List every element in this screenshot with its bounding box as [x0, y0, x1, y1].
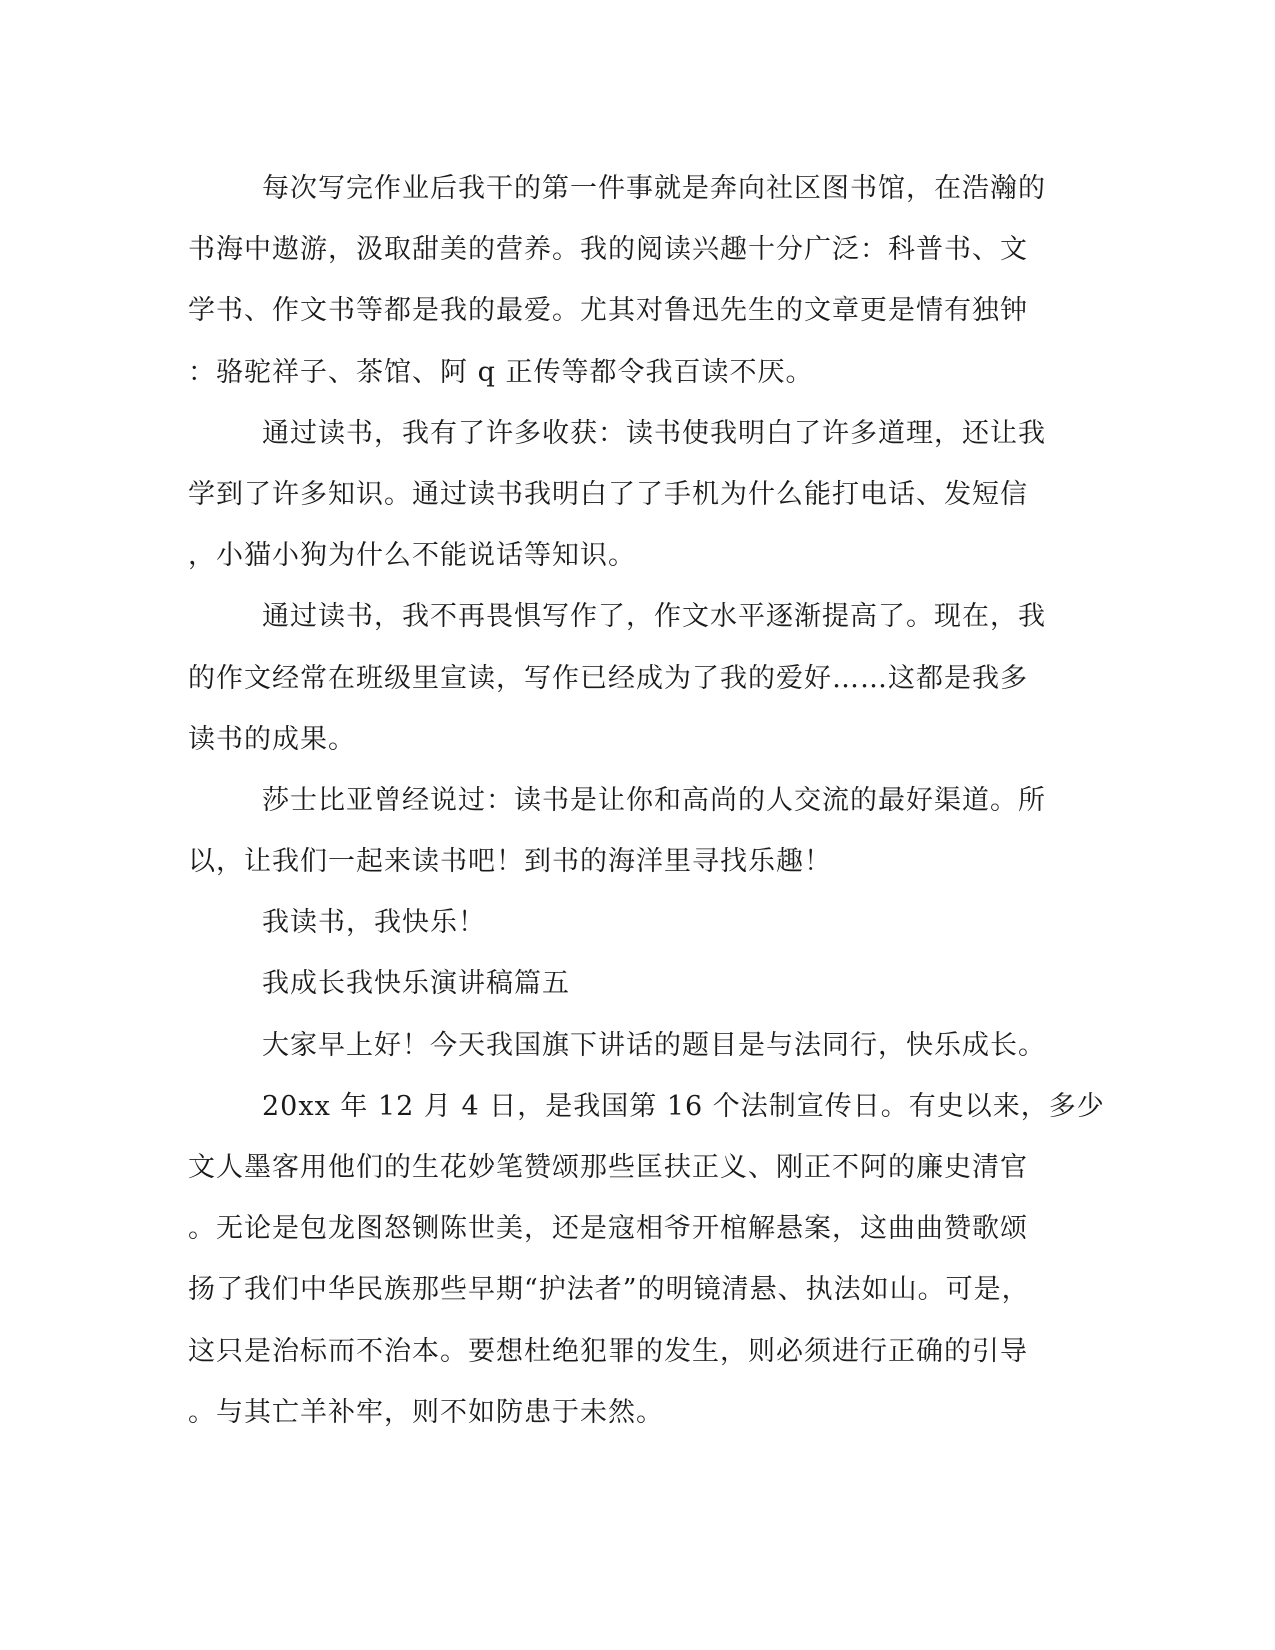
paragraph-line: 以，让我们一起来读书吧！到书的海洋里寻找乐趣！ [188, 846, 832, 878]
paragraph-line: 我读书，我快乐！ [262, 907, 486, 939]
paragraph-line: 通过读书，我有了许多收获：读书使我明白了许多道理，还让我 [262, 417, 1046, 449]
paragraph-line: 学书、作文书等都是我的最爱。尤其对鲁迅先生的文章更是情有独钟 [188, 295, 1028, 327]
paragraph-line: 大家早上好！今天我国旗下讲话的题目是与法同行，快乐成长。 [262, 1029, 1046, 1061]
paragraph-line: 的作文经常在班级里宣读，写作已经成为了我的爱好……这都是我多 [188, 662, 1028, 694]
paragraph-line: 20xx 年 12 月 4 日，是我国第 16 个法制宣传日。有史以来，多少 [262, 1090, 1105, 1122]
paragraph-line: 莎士比亚曾经说过：读书是让你和高尚的人交流的最好渠道。所 [262, 784, 1046, 816]
paragraph-line: ，小猫小狗为什么不能说话等知识。 [188, 540, 636, 572]
paragraph-line: 文人墨客用他们的生花妙笔赞颂那些匡扶正义、刚正不阿的廉史清官 [188, 1152, 1028, 1183]
paragraph-line: 。与其亡羊补牢，则不如防患于未然。 [188, 1396, 664, 1428]
paragraph-line: 书海中遨游，汲取甜美的营养。我的阅读兴趣十分广泛：科普书、文 [188, 234, 1028, 266]
section-heading: 我成长我快乐演讲稿篇五 [262, 968, 570, 1000]
paragraph-line: 。无论是包龙图怒铡陈世美，还是寇相爷开棺解悬案，这曲曲赞歌颂 [188, 1213, 1028, 1245]
paragraph-line: 每次写完作业后我干的第一件事就是奔向社区图书馆，在浩瀚的 [262, 173, 1046, 204]
paragraph-line: 扬了我们中华民族那些早期“护法者”的明镜清悬、执法如山。可是， [188, 1274, 1030, 1306]
document-body [188, 158, 1105, 1443]
paragraph-line: ：骆驼祥子、茶馆、阿 q 正传等都令我百读不厌。 [188, 356, 814, 388]
paragraph-line: 读书的成果。 [188, 723, 356, 755]
paragraph-line: 这只是治标而不治本。要想杜绝犯罪的发生，则必须进行正确的引导 [188, 1335, 1028, 1367]
paragraph-line: 通过读书，我不再畏惧写作了，作文水平逐渐提高了。现在，我 [262, 601, 1046, 633]
paragraph-line: 学到了许多知识。通过读书我明白了了手机为什么能打电话、发短信 [188, 478, 1028, 510]
